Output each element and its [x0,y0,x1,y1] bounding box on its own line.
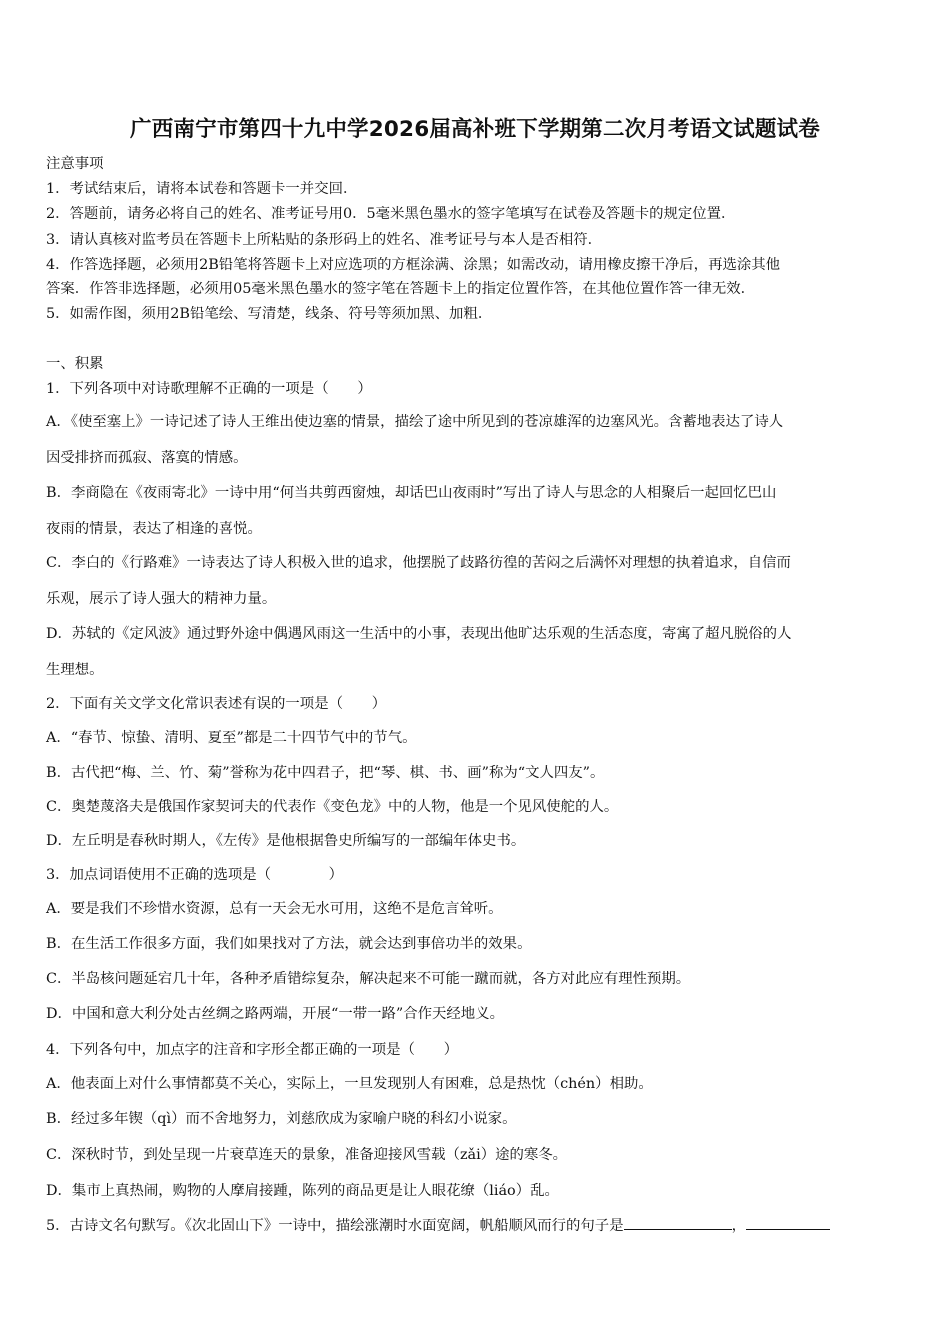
notice-item: 5．如需作图，须用2B铅笔绘、写清楚，线条、符号等须加黑、加粗． [46,306,493,322]
question-1-option-b-cont: 夜雨的情景，表达了相逢的喜悦。 [46,521,262,537]
page-title: 广西南宁市第四十九中学2026届高补班下学期第二次月考语文试题试卷 [130,117,820,142]
question-3-stem: 3．加点词语使用不正确的选项是（ ） [46,867,343,883]
question-4-option-b: B．经过多年锲（qì）而不舍地努力，刘慈欣成为家喻户晓的科幻小说家。 [46,1111,517,1127]
question-1-option-b: B．李商隐在《夜雨寄北》一诗中用“何当共剪西窗烛，却话巴山夜雨时”写出了诗人与思念的人相聚后一起回忆巴山 [46,485,777,501]
question-4-option-d: D．集市上真热闹，购物的人摩肩接踵，陈列的商品更是让人眼花缭（liáo）乱。 [46,1183,559,1199]
notice-item: 答案．作答非选择题，必须用05毫米黑色墨水的签字笔在答题卡上的指定位置作答，在其他位置作答一律无效． [46,281,756,297]
question-3-option-a: A．要是我们不珍惜水资源，总有一天会无水可用，这绝不是危言耸听。 [46,901,503,917]
question-1-option-d-cont: 生理想。 [46,662,104,678]
answer-blank[interactable] [624,1217,732,1230]
notice-item: 1．考试结束后，请将本试卷和答题卡一并交回． [46,181,358,197]
notice-heading: 注意事项 [46,156,104,172]
question-1-option-a-cont: 因受排挤而孤寂、落寞的情感。 [46,450,248,466]
question-2-option-b: B．古代把“梅、兰、竹、菊”誉称为花中四君子，把“琴、棋、书、画”称为“文人四友”。 [46,765,605,781]
question-3-option-d: D．中国和意大利分处古丝绸之路两端，开展“一带一路”合作天经地义。 [46,1006,504,1022]
section-heading: 一、积累 [46,356,104,372]
question-2-option-a: A．“春节、惊蛰、清明、夏至”都是二十四节气中的节气。 [46,730,417,746]
question-3-option-c: C．半岛核问题延宕几十年，各种矛盾错综复杂，解决起来不可能一蹴而就，各方对此应有理性预期。 [46,971,691,987]
question-2-option-c: C．奥楚蔑洛夫是俄国作家契诃夫的代表作《变色龙》中的人物，他是一个见风使舵的人。 [46,799,619,815]
notice-item: 2．答题前，请务必将自己的姓名、准考证号用0．5毫米黑色墨水的签字笔填写在试卷及答题卡的规定位置． [46,206,736,222]
question-1-option-c: C．李白的《行路难》一诗表达了诗人积极入世的追求，他摆脱了歧路彷徨的苦闷之后满怀对理想的执着追求，自信而 [46,555,791,571]
answer-blank[interactable] [746,1217,830,1230]
question-1-option-d: D．苏轼的《定风波》通过野外途中偶遇风雨这一生活中的小事，表现出他旷达乐观的生活态度，寄寓了超凡脱俗的人 [46,626,792,642]
question-2-stem: 2．下面有关文学文化常识表述有误的一项是（ ） [46,696,387,712]
question-4-option-c: C．深秋时节，到处呈现一片衰草连天的景象，准备迎接风雪载（zǎi）途的寒冬。 [46,1147,568,1163]
question-4-option-a: A．他表面上对什么事情都莫不关心，实际上，一旦发现别人有困难，总是热忱（chén）相助。 [46,1076,653,1092]
question-5-stem: 5．古诗文名句默写。《次北固山下》一诗中，描绘涨潮时水面宽阔，帆船顺风而行的句子是 [46,1218,624,1234]
question-1-option-c-cont: 乐观，展示了诗人强大的精神力量。 [46,591,277,607]
notice-item: 3．请认真核对监考员在答题卡上所粘贴的条形码上的姓名、准考证号与本人是否相符． [46,232,603,248]
separator: ， [731,1218,746,1234]
question-1-option-a: A．《使至塞上》一诗记述了诗人王维出使边塞的情景，描绘了途中所见到的苍凉雄浑的边塞风光。含蓄地表达了诗人 [46,414,784,430]
question-1-stem: 1．下列各项中对诗歌理解不正确的一项是（ ） [46,381,372,397]
question-2-option-d: D．左丘明是春秋时期人，《左传》是他根据鲁史所编写的一部编年体史书。 [46,833,526,849]
question-3-option-b: B．在生活工作很多方面，我们如果找对了方法，就会达到事倍功半的效果。 [46,936,532,952]
question-4-stem: 4．下列各句中，加点字的注音和字形全都正确的一项是（ ） [46,1042,459,1058]
notice-item: 4．作答选择题，必须用2B铅笔将答题卡上对应选项的方框涂满、涂黑；如需改动，请用橡皮擦干净后，再选涂其他 [46,257,781,273]
question-5 [46,1214,908,1235]
